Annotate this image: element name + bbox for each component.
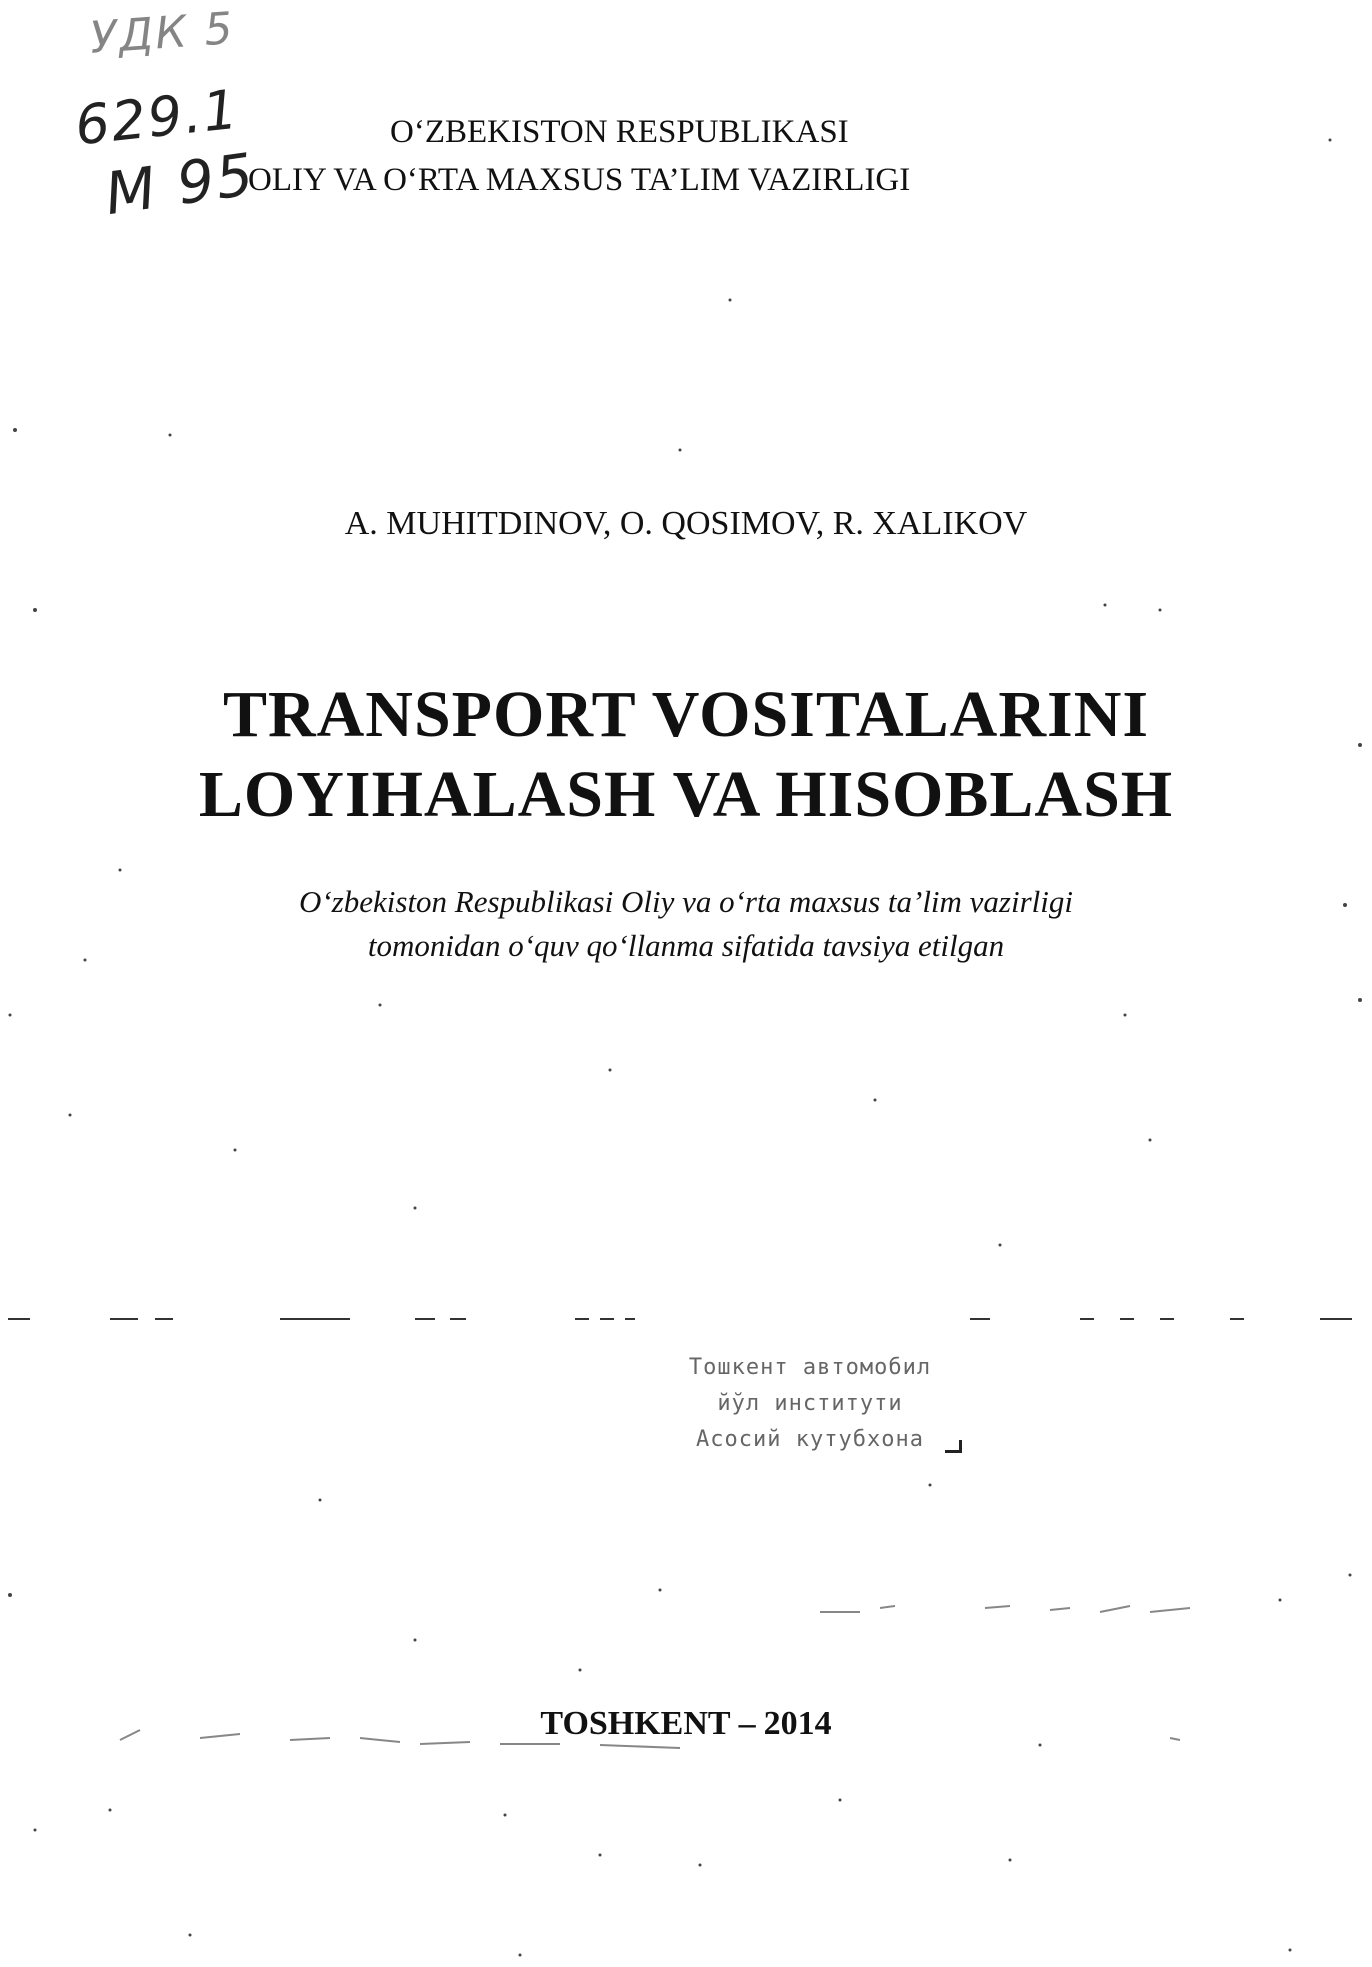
handwritten-author-mark: М 95 [100,139,260,229]
handwritten-udc-number: 629.1 [72,77,243,158]
library-stamp [660,1350,960,1458]
handwritten-catalog-code: УДК 5 [88,3,237,64]
library-stamp-line-2: йўл институти [717,1391,903,1416]
approval-note [0,880,1372,968]
imprint-year: 2014 [763,1705,832,1742]
imprint-city: TOSHKENT [540,1705,731,1742]
approval-line-2: tomonidan o‘quv qo‘llanma sifatida tavsiya etilgan [367,928,1005,963]
library-stamp-line-3: Асосий кутубхона [696,1427,924,1452]
book-title-line-2: LOYIHALASH VA HISOBLASH [198,758,1174,831]
book-title-line-1: TRANSPORT VOSITALARINI [222,678,1150,751]
dashed-divider [0,1318,1372,1322]
ministry-line-1: O‘ZBEKISTON RESPUBLIKASI [390,114,849,150]
library-stamp-line-1: Тошкент автомобил [688,1355,932,1380]
imprint [0,1705,1372,1743]
book-title [0,675,1372,835]
authors: A. MUHITDINOV, O. QOSIMOV, R. XALIKOV [344,505,1028,542]
stamp-corner-mark [945,1440,962,1453]
imprint-separator: – [738,1705,756,1742]
approval-line-1: O‘zbekiston Respublikasi Oliy va o‘rta maxsus ta’lim vazirligi [298,884,1074,919]
ministry-line-2: OLIY VA O‘RTA MAXSUS TA’LIM VAZIRLIGI [248,162,911,198]
